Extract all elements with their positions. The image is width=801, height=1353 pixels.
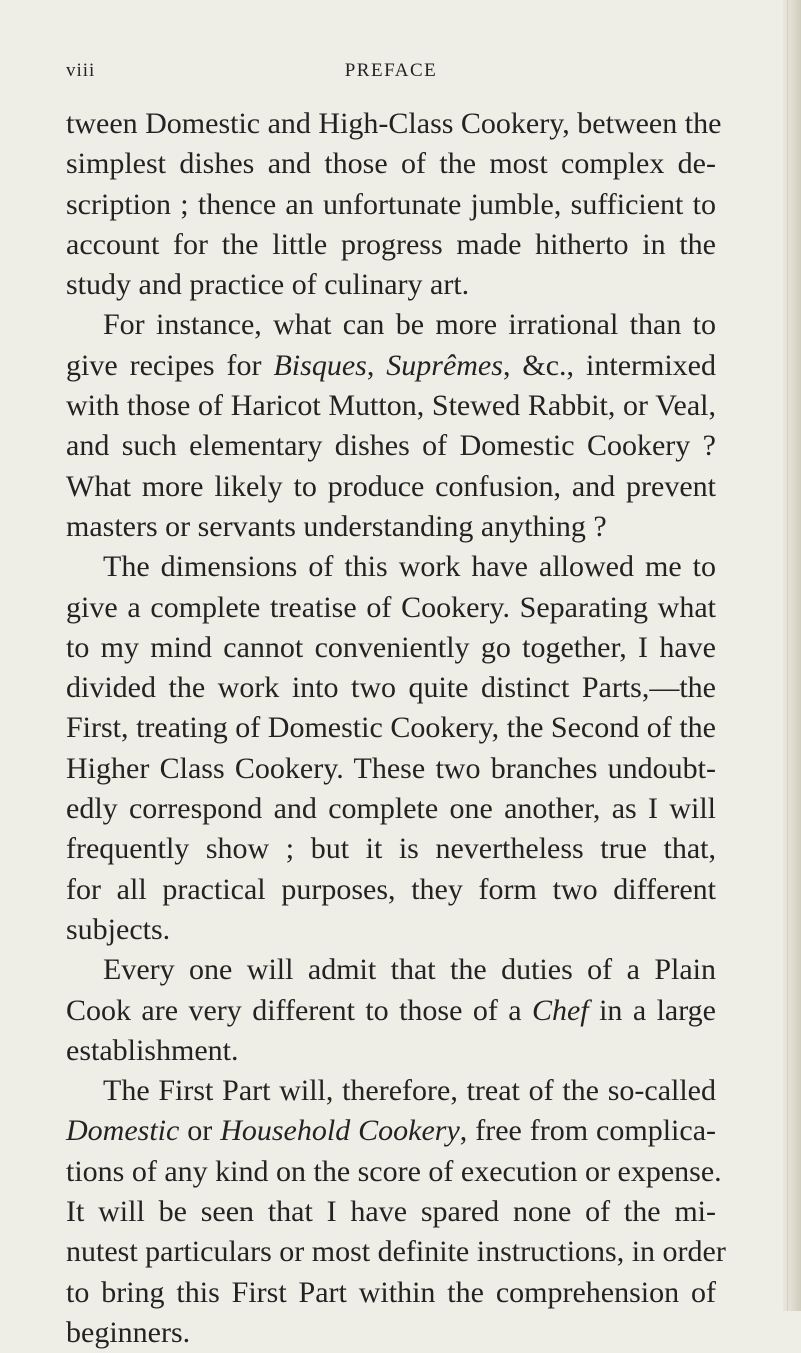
- text-line: [66, 789, 716, 829]
- text-segment: and such elementary dishes of Domestic Cookery ?: [66, 429, 716, 463]
- text-line: [66, 588, 716, 628]
- text-segment: tween Domestic and High-Class Cookery, between the: [66, 107, 722, 140]
- text-segment: frequently show ; but it is nevertheless true that,: [66, 832, 716, 866]
- italic-text: Chef: [531, 993, 589, 1027]
- page-number: viii: [66, 60, 96, 81]
- text-line: [66, 1071, 716, 1111]
- text-line: [66, 346, 716, 386]
- text-line: [66, 870, 716, 910]
- running-head: PREFACE: [344, 60, 438, 81]
- text-segment: tions of any kind on the score of execution or expense.: [66, 1154, 722, 1188]
- italic-text: Bisques: [273, 348, 367, 382]
- text-segment: Every one will admit that the duties of a Plain: [103, 953, 716, 987]
- text-segment: ,: [366, 348, 387, 382]
- text-segment: divided the work into two quite distinct Parts,—the: [66, 671, 716, 705]
- text-segment: to bring this First Part within the comprehension of: [66, 1275, 716, 1309]
- text-line: [66, 910, 716, 950]
- text-line: [66, 386, 716, 426]
- text-line: [66, 104, 722, 144]
- text-line: [66, 144, 716, 184]
- text-segment: It will be seen that I have spared none of the mi-: [66, 1195, 716, 1229]
- text-line: [66, 829, 716, 869]
- text-line: [66, 749, 716, 789]
- text-line: [66, 426, 716, 466]
- text-line: [66, 265, 716, 305]
- text-line: [66, 1232, 726, 1272]
- text-line: [66, 628, 716, 668]
- text-segment: beginners.: [66, 1315, 191, 1349]
- page-edge-shadow: [783, 0, 801, 1311]
- text-segment: study and practice of culinary art.: [66, 268, 470, 302]
- text-segment: Higher Class Cookery. These two branches undoubt-: [66, 751, 716, 785]
- text-segment: First, treating of Domestic Cookery, the Second of the: [66, 711, 716, 745]
- text-segment: subjects.: [66, 912, 171, 946]
- text-segment: for all practical purposes, they form two different: [66, 872, 716, 906]
- text-segment: establishment.: [66, 1033, 239, 1067]
- text-line: [66, 708, 716, 748]
- text-segment: What more likely to produce confusion, and prevent: [66, 469, 716, 503]
- text-segment: in a large: [588, 993, 716, 1027]
- text-segment: simplest dishes and those of the most complex de-: [66, 147, 716, 181]
- text-segment: or: [179, 1114, 221, 1148]
- text-line: [66, 467, 716, 507]
- text-segment: The dimensions of this work have allowed me to: [103, 550, 716, 584]
- text-segment: masters or servants understanding anything ?: [66, 509, 607, 543]
- text-line: [66, 1031, 716, 1071]
- text-line: [66, 225, 716, 265]
- page-header: [66, 60, 716, 86]
- text-line: [66, 185, 716, 225]
- text-segment: Cook are very different to those of a: [66, 993, 532, 1027]
- text-line: [66, 547, 716, 587]
- text-segment: account for the little progress made hitherto in the: [66, 227, 716, 261]
- text-line: [66, 507, 716, 547]
- text-line: [66, 1313, 716, 1353]
- italic-text: Domestic: [66, 1114, 180, 1148]
- text-segment: give a complete treatise of Cookery. Separating what: [66, 590, 716, 624]
- text-line: [66, 991, 716, 1031]
- italic-text: Suprêmes: [386, 348, 503, 382]
- italic-text: Household Cookery: [220, 1114, 460, 1148]
- text-segment: to my mind cannot conveniently go together, I have: [66, 630, 716, 664]
- text-line: [66, 950, 716, 990]
- text-segment: The First Part will, therefore, treat of the so-called: [103, 1074, 716, 1108]
- text-segment: , free from complica-: [459, 1114, 716, 1148]
- text-segment: with those of Haricot Mutton, Stewed Rabbit, or Veal,: [66, 389, 716, 423]
- text-line: [66, 1192, 716, 1232]
- text-segment: edly correspond and complete one another, as I will: [66, 792, 716, 826]
- text-line: [66, 1111, 716, 1151]
- text-segment: , &c., intermixed: [502, 348, 716, 382]
- body-text: [66, 104, 726, 1353]
- text-segment: scription ; thence an unfortunate jumble, sufficient to: [66, 187, 716, 221]
- text-segment: For instance, what can be more irrational than to: [103, 308, 716, 342]
- text-segment: nutest particulars or most definite instructions, in order: [66, 1235, 726, 1269]
- text-line: [66, 305, 716, 345]
- text-line: [66, 1273, 716, 1313]
- text-line: [66, 668, 716, 708]
- text-segment: give recipes for: [66, 348, 274, 382]
- text-line: [66, 1152, 722, 1192]
